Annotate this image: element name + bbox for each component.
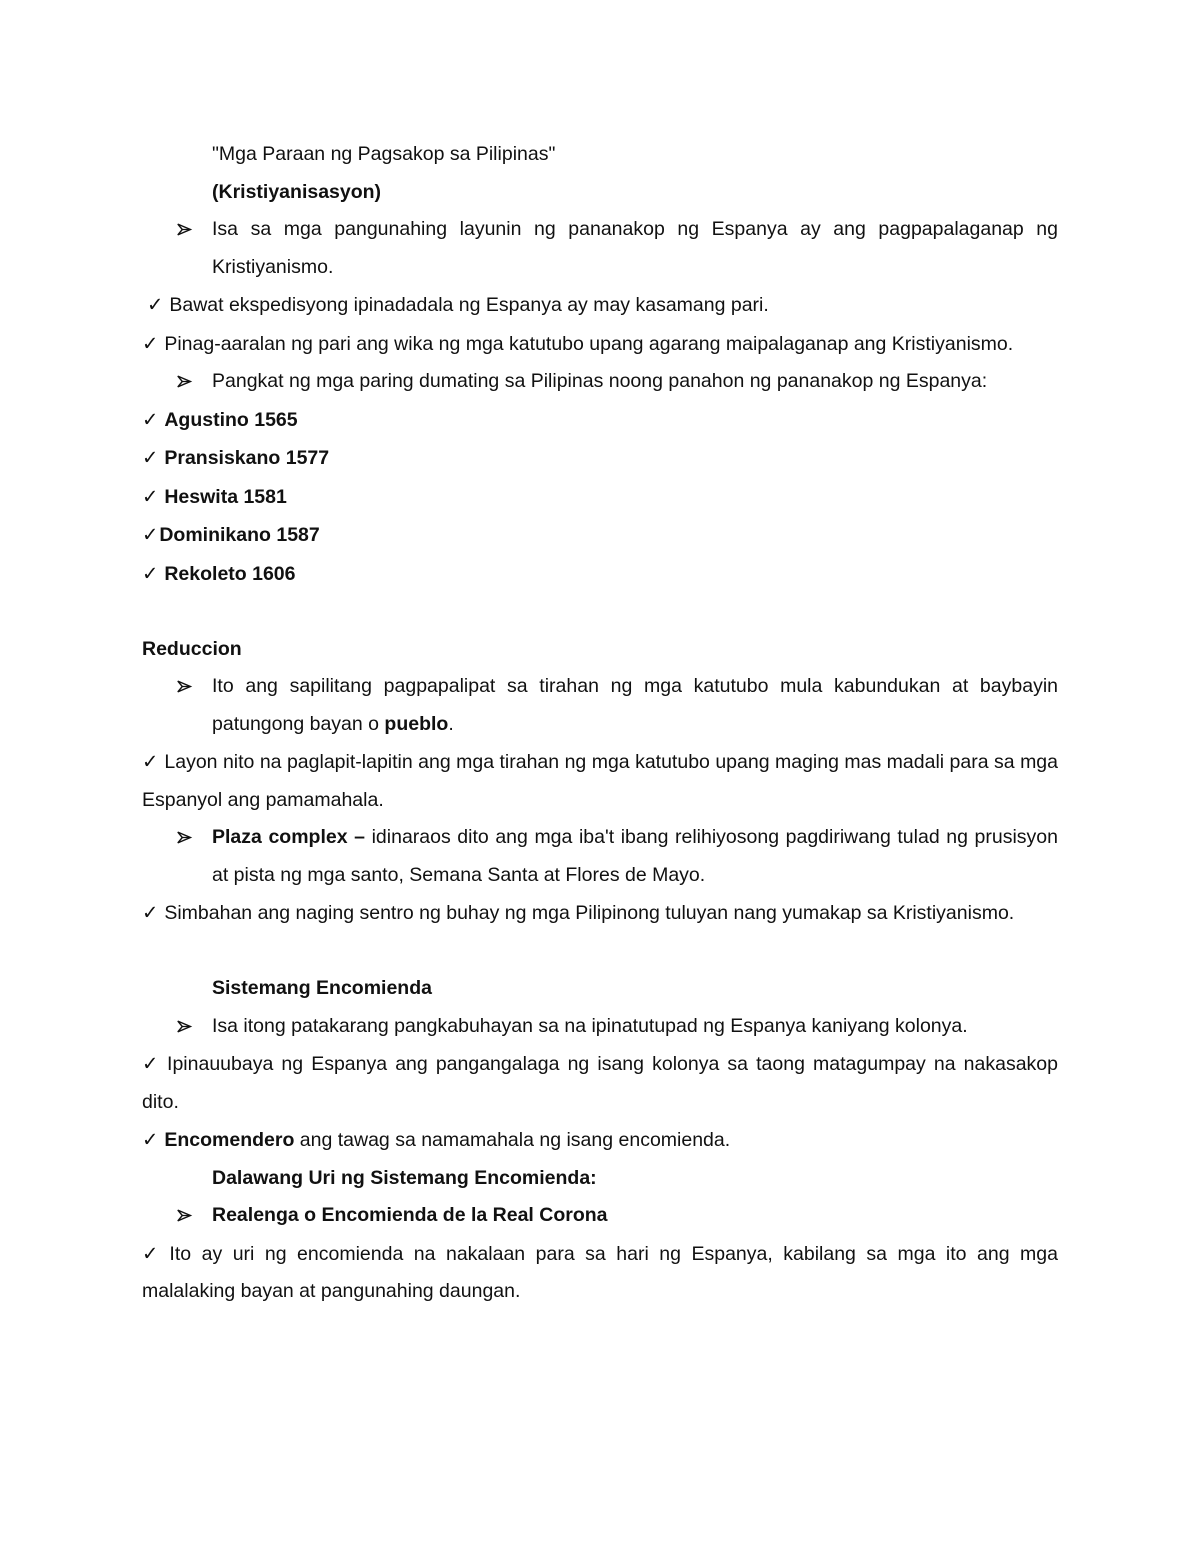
bullet-text: Isa sa mga pangunahing layunin ng pananakop ng Espanya ay ang pagpapalaganap ng Kristiyanismo. [212, 218, 1058, 278]
arrow-bullet-icon [176, 211, 198, 249]
spacer [142, 933, 1058, 971]
arrow-bullet-item [142, 819, 1058, 894]
check-item [142, 325, 1058, 364]
bullet-bold-text: pueblo [384, 712, 449, 735]
check-text: ang tawag sa namamahala ng isang encomienda. [294, 1129, 731, 1151]
check-text: Bawat ekspedisyong ipinadadala ng Espanya ay may kasamang pari. [169, 294, 769, 316]
check-item [142, 1121, 1058, 1160]
order-text: Heswita 1581 [164, 485, 287, 508]
check-text: Pinag-aaralan ng pari ang wika ng mga katutubo upang agarang maipalaganap ang Kristiyanismo. [164, 332, 1014, 355]
order-text: Rekoleto 1606 [164, 562, 296, 585]
subheading-uri-encomienda: Dalawang Uri ng Sistemang Encomienda: [212, 1166, 597, 1189]
section-heading-encomienda: Sistemang Encomienda [212, 977, 432, 999]
check-item [142, 1045, 1058, 1121]
order-item [142, 401, 1058, 440]
checkmark-icon: ✓ [142, 484, 159, 508]
arrow-bullet-item [142, 668, 1058, 743]
arrow-bullet-icon [176, 1008, 198, 1046]
arrow-bullet-icon [176, 1197, 198, 1235]
order-item [142, 439, 1058, 478]
checkmark-icon: ✓ [142, 1128, 159, 1151]
section-heading-reduccion: Reduccion [142, 637, 242, 660]
bullet-text: idinaraos dito ang mga iba't ibang relihiyosong pagdiriwang tulad ng prusisyon at pista ng mga santo, Semana Santa at Flores de Mayo. [212, 826, 1058, 886]
arrow-bullet-item [142, 363, 1058, 401]
bullet-bold-text: Plaza complex – [212, 826, 365, 848]
checkmark-icon: ✓ [147, 293, 164, 316]
order-text: Agustino 1565 [164, 408, 298, 431]
check-text: Simbahan ang naging sentro ng buhay ng mga Pilipinong tuluyan nang yumakap sa Kristiyanismo. [164, 902, 1015, 924]
check-item [142, 743, 1058, 819]
checkmark-icon: ✓ [142, 750, 159, 773]
order-text: Pransiskano 1577 [164, 447, 330, 469]
spacer [142, 593, 1058, 631]
bullet-text: Isa itong patakarang pangkabuhayan sa na ipinatutupad ng Espanya kaniyang kolonya. [212, 1014, 968, 1037]
check-text: Layon nito na paglapit-lapitin ang mga tirahan ng mga katutubo upang maging mas madali para sa mga Espanyol ang pamamahala. [142, 751, 1058, 811]
bullet-text-end: . [448, 712, 454, 735]
checkmark-icon: ✓ [142, 446, 159, 469]
order-item [142, 478, 1058, 517]
check-item [142, 286, 1058, 325]
arrow-bullet-item [142, 211, 1058, 286]
order-item [142, 555, 1058, 594]
bullet-text: Realenga o Encomienda de la Real Corona [212, 1204, 608, 1226]
checkmark-icon: ✓ [142, 901, 159, 924]
checkmark-icon: ✓ [142, 561, 159, 585]
arrow-bullet-icon [176, 668, 198, 706]
arrow-bullet-item [142, 1197, 1058, 1235]
section-heading-kristiyanisasyon: (Kristiyanisasyon) [212, 180, 382, 203]
document-content [142, 136, 1058, 1311]
arrow-bullet-icon [176, 363, 198, 401]
bullet-text: Ito ang sapilitang pagpapalipat sa tirahan ng mga katutubo mula kabundukan at baybayin patungong bayan o [212, 675, 1058, 735]
checkmark-icon: ✓ [142, 1241, 164, 1265]
arrow-bullet-item [142, 1008, 1058, 1046]
check-bold-text: Encomendero [164, 1129, 295, 1151]
order-item [142, 516, 1058, 555]
checkmark-icon: ✓ [142, 331, 159, 355]
check-text: Ito ay uri ng encomienda na nakalaan para sa hari ng Espanya, kabilang sa mga ito ang mga malalaking bayan at pangunahing daungan. [142, 1242, 1058, 1302]
checkmark-icon: ✓ [142, 1052, 162, 1075]
checkmark-icon: ✓ [142, 523, 159, 546]
arrow-bullet-icon [176, 819, 198, 857]
check-text: Ipinauubaya ng Espanya ang pangangalaga ng isang kolonya sa taong matagumpay na nakasakop dito. [142, 1053, 1058, 1113]
document-title: "Mga Paraan ng Pagsakop sa Pilipinas" [212, 143, 556, 165]
checkmark-icon: ✓ [142, 407, 159, 431]
order-text: Dominikano 1587 [159, 524, 320, 546]
bullet-text: Pangkat ng mga paring dumating sa Pilipinas noong panahon ng pananakop ng Espanya: [212, 370, 988, 392]
check-item [142, 894, 1058, 933]
check-item [142, 1235, 1058, 1311]
